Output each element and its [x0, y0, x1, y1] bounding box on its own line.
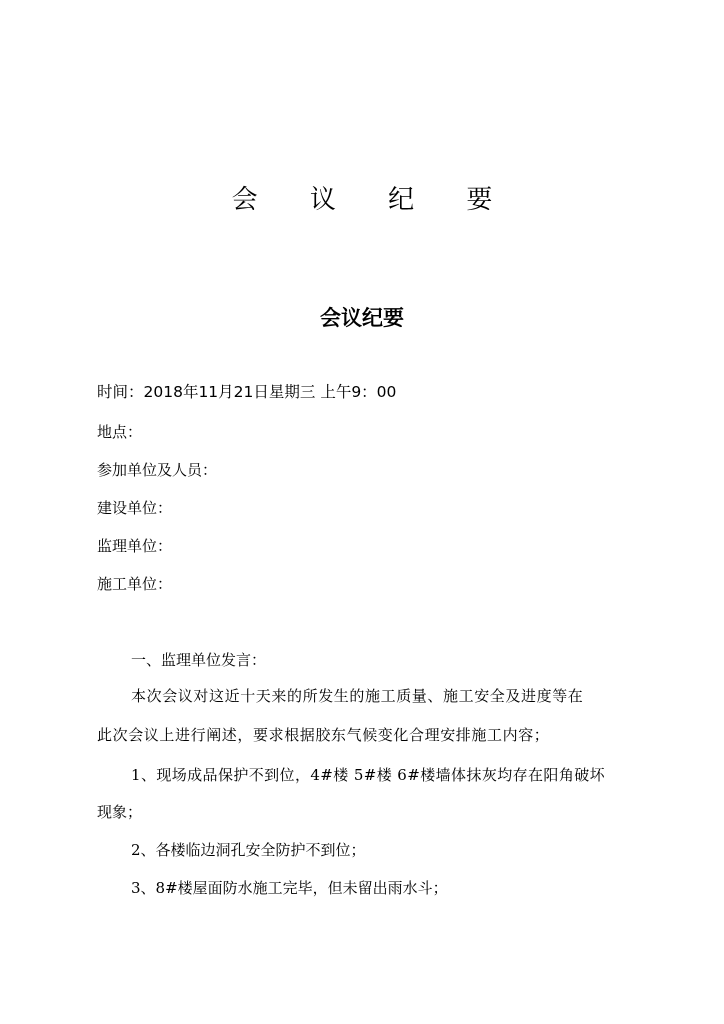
client-unit: 建设单位： [97, 499, 173, 517]
meeting-place: 地点： [97, 423, 143, 441]
document-subtitle: 会议纪要 [320, 306, 404, 330]
supervisor-unit: 监理单位： [97, 537, 173, 555]
list-item: 3、8#楼屋面防水施工完毕，但未留出雨水斗； [131, 879, 448, 897]
list-item: 2、各楼临边洞孔安全防护不到位； [131, 841, 366, 859]
contractor-unit: 施工单位： [97, 575, 173, 593]
list-item-continuation: 现象； [97, 803, 143, 821]
list-item: 1、现场成品保护不到位，4#楼 5#楼 6#楼墙体抹灰均存在阳角破坏 [131, 766, 606, 784]
meeting-attendees: 参加单位及人员： [97, 461, 218, 479]
document-title: 会 议 纪 要 [231, 185, 515, 215]
paragraph-line: 本次会议对这近十天来的所发生的施工质量、施工安全及进度等在 [131, 687, 584, 705]
paragraph-line: 此次会议上进行阐述，要求根据胶东气候变化合理安排施工内容； [97, 726, 550, 744]
section-heading: 一、监理单位发言： [131, 651, 267, 669]
meeting-time: 时间：2018年11月21日星期三 上午9：00 [97, 383, 397, 401]
